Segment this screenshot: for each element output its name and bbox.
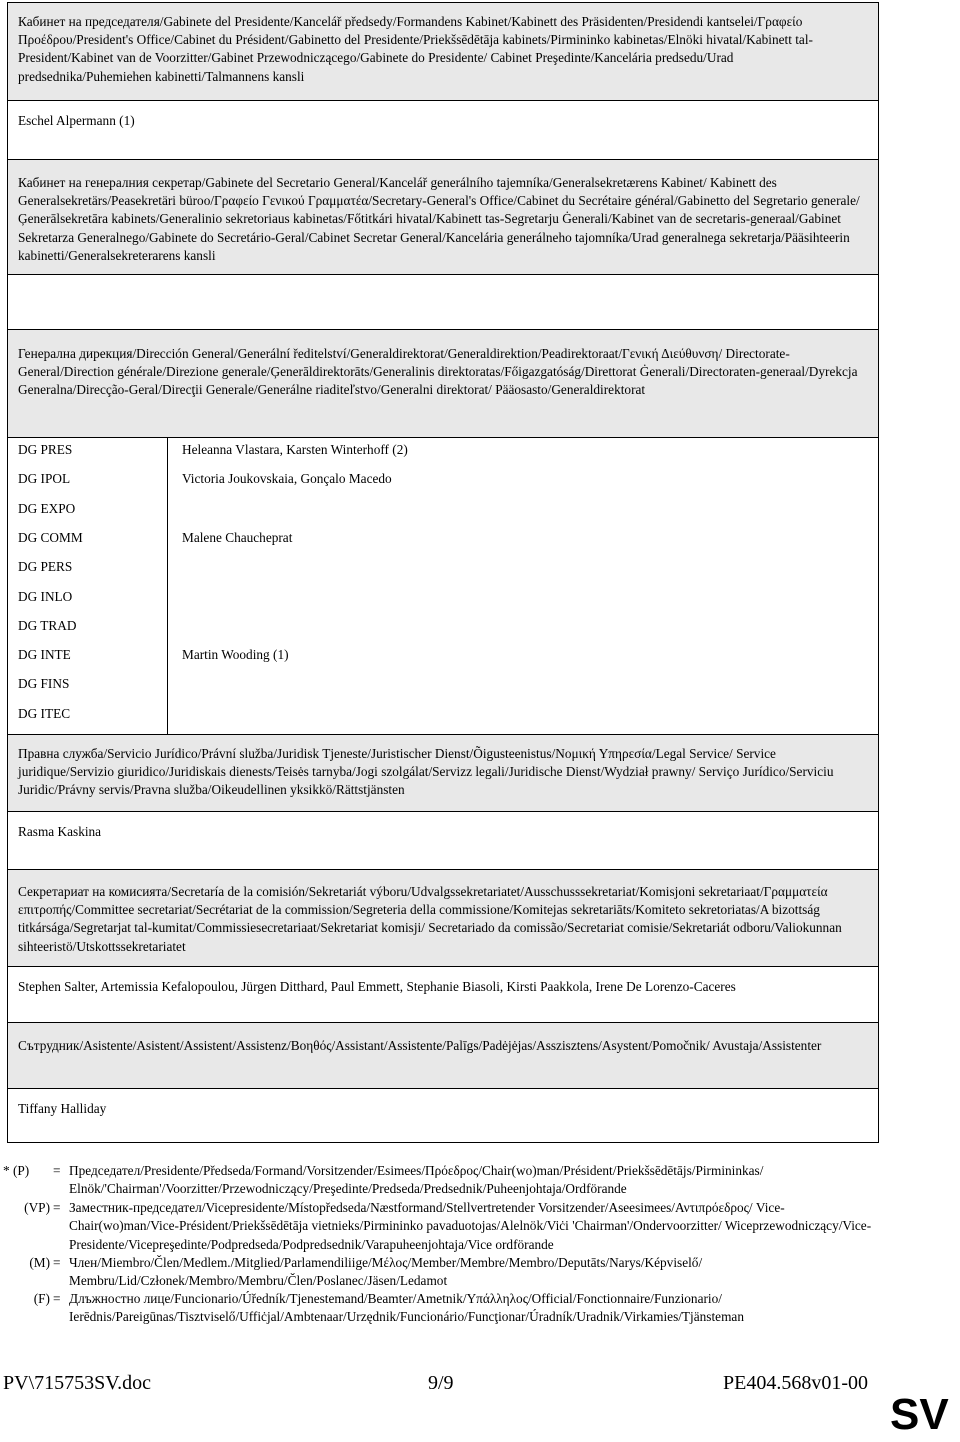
- page-number: 9/9: [428, 1372, 454, 1394]
- footnote-equals: =: [53, 1163, 61, 1178]
- directorate-heading: Генерална дирекция/Dirección General/Generální ředitelství/Generaldirektorat/Generaldirektion/Peadirektoraat/Γενική Διεύθυνση/ Directorate-General/Direction générale/Direzione generale/Ģenerāldirektorāts/Generalinis direktoratas/Főigazgatóság/Direttorat Ġenerali/Directoraten-generaal/Dyrekcja Generalna/Direcção-Geral/Direcţii Generale/Generálne riaditeľstvo/Generalni direktorat/ Pääosasto/Generaldirektorat: [18, 346, 858, 398]
- dg-code: DG IPOL: [18, 471, 71, 487]
- dg-code: DG INLO: [18, 588, 73, 604]
- participants-frame: [7, 2, 879, 1143]
- legal-service-names: Rasma Kaskina: [18, 824, 102, 839]
- dg-names: Victoria Joukovskaia, Gonçalo Macedo: [182, 471, 392, 487]
- legal-service-names-cell: [8, 811, 878, 869]
- legal-service-section: [8, 734, 878, 811]
- footnote-key: * (P): [3, 1163, 30, 1178]
- directorate-section: [8, 329, 878, 437]
- dg-names: Heleanna Vlastara, Karsten Winterhoff (2): [182, 442, 408, 457]
- footnote-equals: =: [53, 1255, 61, 1270]
- committee-secretariat-section: [8, 869, 878, 966]
- dg-code: DG COMM: [18, 529, 83, 545]
- secgen-cabinet-section: [8, 159, 878, 274]
- assistant-names: Tiffany Halliday: [18, 1101, 107, 1116]
- doc-reference: PV\715753SV.doc: [3, 1372, 151, 1394]
- footnote-equals: =: [53, 1200, 61, 1215]
- dg-code: DG EXPO: [18, 500, 76, 516]
- language-code: SV: [890, 1390, 949, 1439]
- assistant-section: [8, 1022, 878, 1088]
- dg-code: DG INTE: [18, 647, 71, 663]
- dg-code: DG PRES: [18, 442, 73, 457]
- footnote-text: Председател/Presidente/Předseda/Formand/Vorsitzender/Esimees/Πρόεδρος/Chair(wo)man/Président/Priekšsēdētājs/Pirmininkas/ Elnök/'Chairman'/Voorzitter/Przewodniczący/Preşedinte/Predseda/Predsednik/Puheenjohtaja/Ordförande: [69, 1163, 764, 1197]
- footnote-text: Член/Miembro/Člen/Medlem./Mitglied/Parlamendiliige/Μέλος/Member/Membre/Membro/Deputāts/Narys/Képviselő/ Membru/Lid/Członek/Membro/Membru/Člen/Poslanec/Jäsen/Ledamot: [69, 1255, 703, 1289]
- secgen-cabinet-names-cell: [8, 274, 878, 329]
- assistant-names-cell: [8, 1088, 878, 1142]
- assistant-heading: Сътрудник/Asistente/Asistent/Assistent/Assistenz/Βοηθός/Assistant/Assistente/Palīgs/Padėjėjas/Asszisztens/Asystent/Pomočnik/ Avustaja/Assistenter: [18, 1038, 822, 1053]
- dg-names: Martin Wooding (1): [182, 647, 289, 663]
- dg-table: [8, 437, 878, 735]
- presidents-cabinet-names: Eschel Alpermann (1): [18, 113, 135, 128]
- dg-code: DG TRAD: [18, 617, 77, 633]
- dg-table-divider: [167, 438, 168, 735]
- dg-code: DG FINS: [18, 676, 70, 692]
- legal-service-heading: Правна служба/Servicio Jurídico/Právní služba/Juridisk Tjeneste/Juristischer Dienst/Õigusteenistus/Νομική Υπηρεσία/Legal Service/ Service juridique/Servizio giuridico/Juridiskais dienests/Teisės tarnyba/Jogi szolgálat/Servizz legali/Juridische Dienst/Wydział prawny/ Serviço Jurídico/Serviciu Juridic/Právny servis/Pravna služba/Oikeudellinen yksikkö/Rättstjänsten: [18, 746, 834, 798]
- presidents-cabinet-heading: Кабинет на председателя/Gabinete del Presidente/Kancelář předsedy/Formandens Kabinet/Kabinett des Präsidenten/Presidendi kantselei/Γραφείο Προέδρου/President's Office/Cabinet du Président/Gabinetto del Presidente/Priekšsēdētāja kabinets/Pirmininko kabinetas/Elnöki hivatal/Kabinett tal-President/Kabinet van de Voorzitter/Gabinet Przewodniczącego/Gabinete do Presidente/ Cabinet Preşedinte/Kancelária predsedu/Urad predsednika/Puhemiehen kabinetti/Talmannens kansli: [18, 14, 813, 84]
- dg-names: Malene Chaucheprat: [182, 529, 293, 545]
- dg-code: DG ITEC: [18, 705, 71, 721]
- pe-reference: PE404.568v01-00: [723, 1372, 868, 1394]
- committee-secretariat-names-cell: [8, 966, 878, 1022]
- footnote-key: (F): [33, 1291, 50, 1306]
- footnote-key: (M): [29, 1255, 50, 1270]
- secgen-cabinet-heading: Кабинет на генералния секретар/Gabinete del Secretario General/Kancelář generálního tajemníka/Generalsekretærens Kabinet/ Kabinett des Generalsekretärs/Peasekretäri büroo/Γραφείο Γενικού Γραμματέα/Secretary-General's Office/Cabinet du Secrétaire général/Gabinetto del Segretario generale/Ģenerālsekretāra kabinets/Generalinio sekretoriaus kabinetas/Főtitkári hivatal/Kabinett tas-Segretarju Ġenerali/Kabinet van de secretaris-generaal/Gabinet Sekretarza Generalnego/Gabinete do Secretário-Geral/Cabinet Secretar General/Kancelária generálneho tajomníka/Urad generalnega sekretarja/Pääsihteerin kabinetti/Generalsekreterarens kansli: [18, 175, 860, 263]
- committee-secretariat-heading: Секретариат на комисията/Secretaría de la comisión/Sekretariát výboru/Udvalgssekretariatet/Ausschusssekretariat/Komisjoni sekretariaat/Γραμματεία επιτροπής/Committee secretariat/Secrétariat de la commission/Segreteria della commissione/Komitejas sekretariāts/Komiteto sekretoriatas/A bizottság titkársága/Segretarjat tal-kumitat/Commissiesecretariaat/Sekretariat komisji/ Secretariado da comissão/Secretariat comisie/Sekretariát odboru/Valiokunnan sihteeristö/Utskottssekretariatet: [18, 884, 842, 954]
- footnote-text: Длъжностно лице/Funcionario/Úředník/Tjenestemand/Beamter/Ametnik/Υπάλληλος/Official/Fonctionnaire/Funzionario/ Ierēdnis/Pareigūnas/Tisztviselő/Uffiċjal/Ambtenaar/Urzędnik/Funcionário/Funcţionar/Úradník/Uradnik/Virkamies/Tjänsteman: [69, 1291, 744, 1325]
- dg-code: DG PERS: [18, 559, 73, 575]
- footnote-text: Заместник-председател/Vicepresidente/Místopředseda/Næstformand/Stellvertretender Vorsitzender/Aseesimees/Αντιπρόεδρος/ Vice-Chair(wo)man/Vice-Président/Priekšsēdētāja vietnieks/Pirmininko pavaduotojas/Alelnök/Viċi 'Chairman'/Ondervoorzitter/ Wiceprzewodniczący/Vice-Presidente/Vicepreşedinte/Podpredseda/Podpredsednik/Varapuheenjohtaja/Vice ordförande: [69, 1200, 872, 1252]
- presidents-cabinet-section: [8, 3, 878, 100]
- footnote-key: (VP): [24, 1200, 50, 1215]
- presidents-cabinet-names-cell: [8, 100, 878, 159]
- footnote-equals: =: [53, 1291, 61, 1306]
- committee-secretariat-names: Stephen Salter, Artemissia Kefalopoulou, Jürgen Ditthard, Paul Emmett, Stephanie Biasoli, Kirsti Paakkola, Irene De Lorenzo-Caceres: [18, 979, 736, 994]
